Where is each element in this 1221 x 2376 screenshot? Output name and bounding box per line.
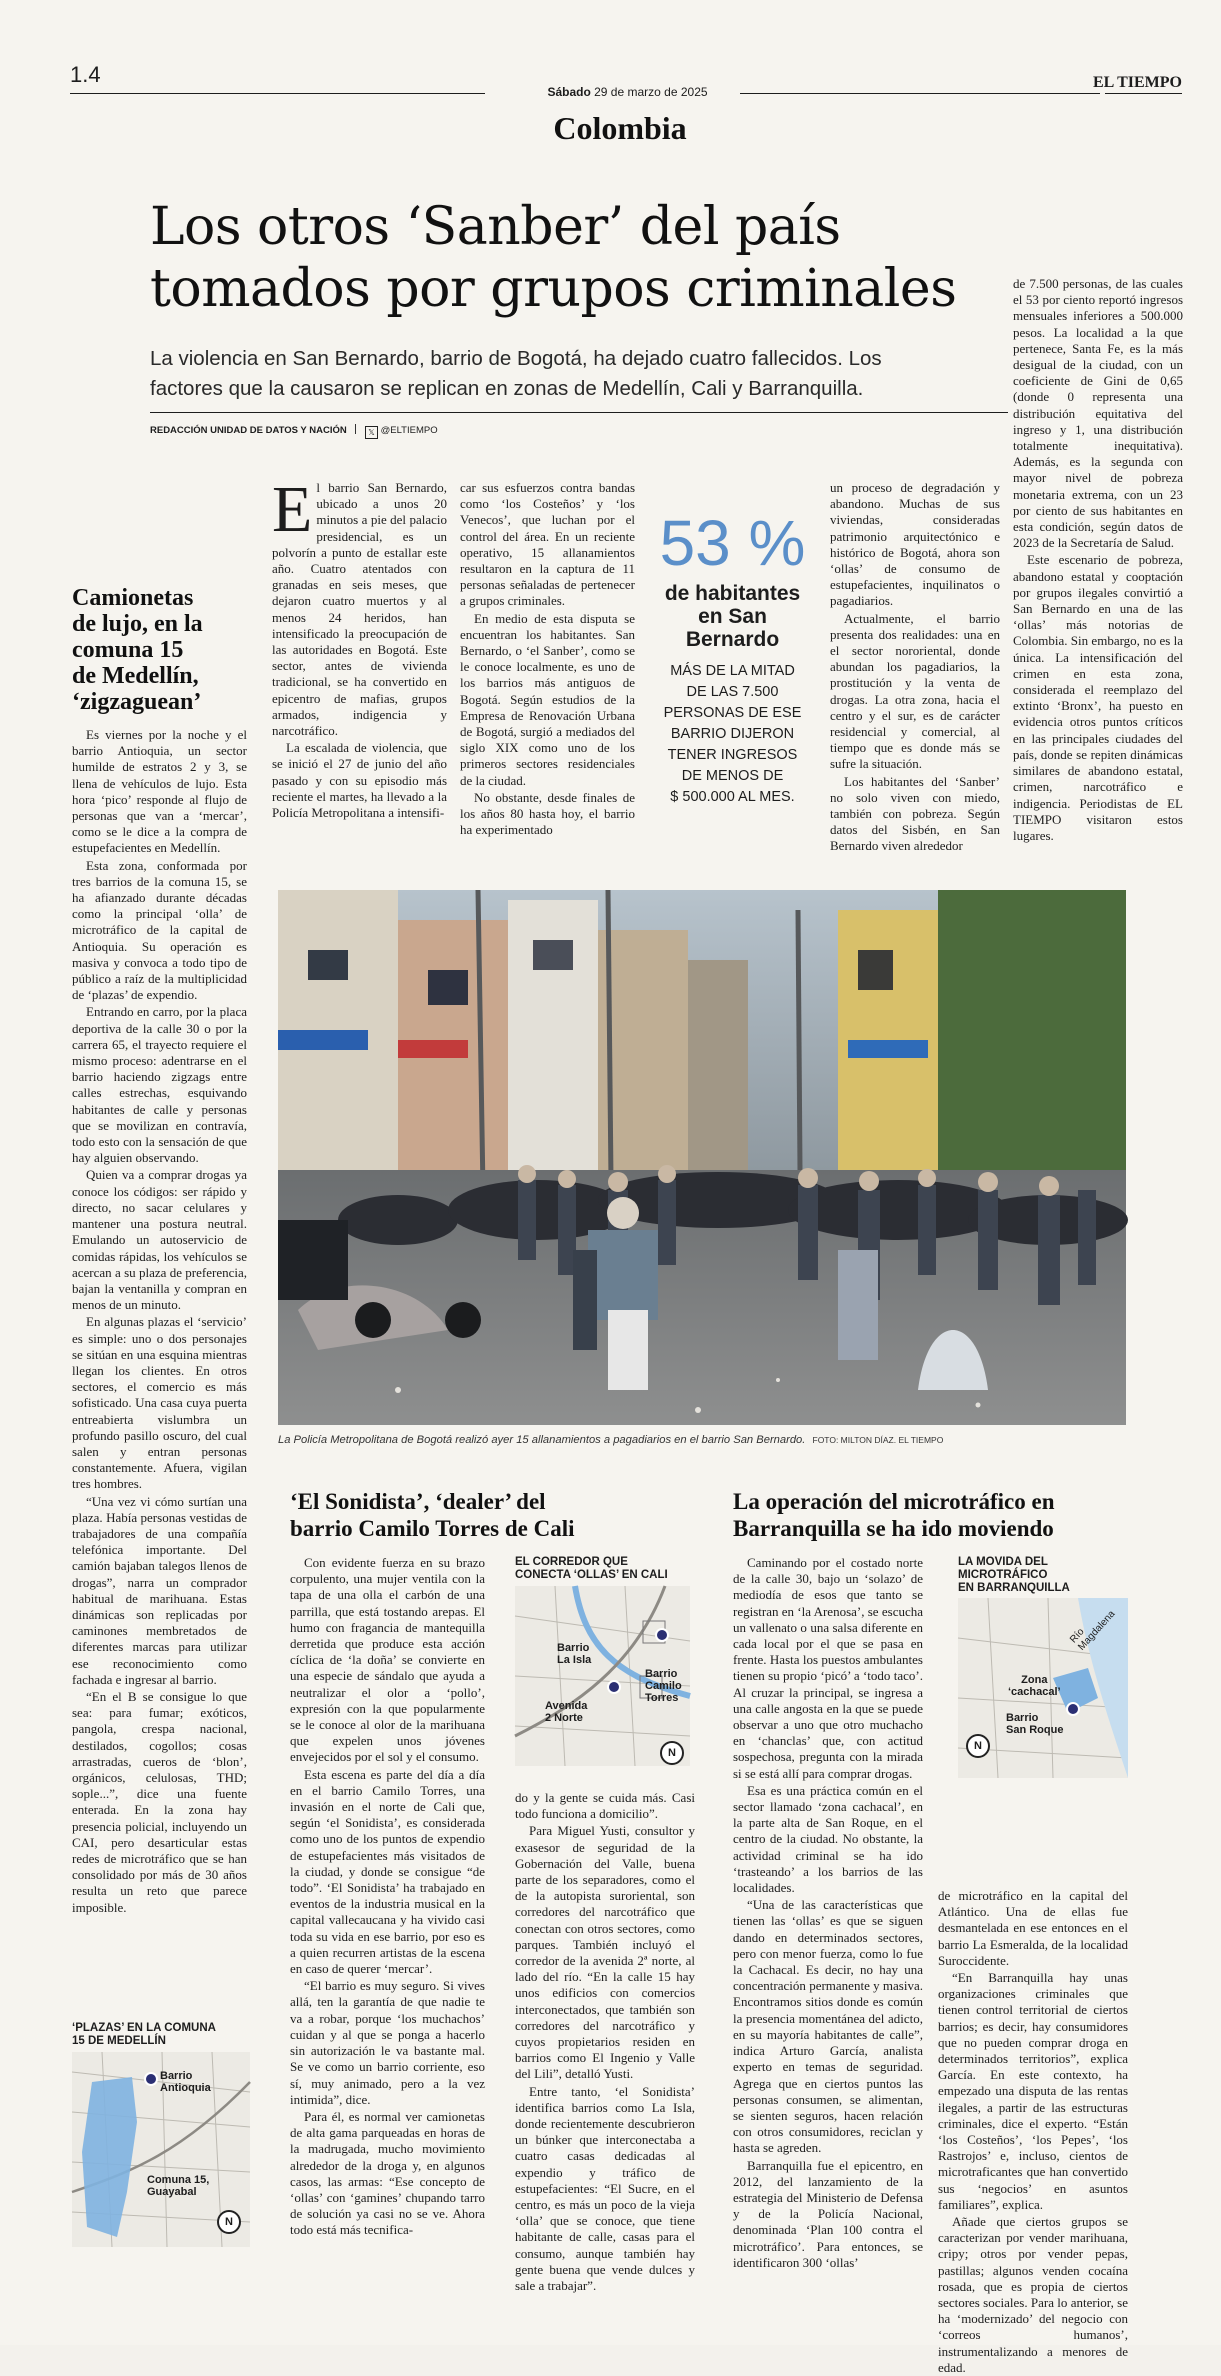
cali-map-label-camilo-line: Torres [645, 1692, 679, 1704]
medellin-map [72, 2022, 250, 2247]
medellin-title-line: de Medellín, [72, 663, 199, 689]
main-col-3-p1: un proceso de degradación y abandono. Muchas de sus viviendas, consideradas patrimonio arquitectónico e histórico de Bogotá, ahora son ‘ollas’ de consumo de estupefacientes, inquilinatos o pagadiarios. [830, 480, 1000, 609]
stat-desc-line: PERSONAS DE ESE [663, 705, 802, 721]
medellin-map-title-line: ‘PLAZAS’ EN LA COMUNA [72, 2022, 216, 2034]
cali-col-2 [515, 1790, 695, 2294]
main-col-4-p1: de 7.500 personas, de las cuales el 53 por ciento reportó ingresos mensuales inferiores a 500.000 pesos. La localidad a la que pertenece, Santa Fe, es la más desigual de la ciudad, con un coeficiente de Gini de 0,65 (donde 0 representa una distribución equitativa del ingreso y 1, una distribución totalmente inequitativa). Además, es la segunda con mayor nivel de pobreza monetaria extrema, con un 23 por ciento de sus habitantes en esta condición, según datos de 2023 de la Secretaría de Salud. [1013, 276, 1183, 551]
barranquilla-map-title-line: EN BARRANQUILLA [958, 1582, 1070, 1594]
stat-box [650, 508, 815, 808]
photo-caption-text: La Policía Metropolitana de Bogotá realizó ayer 15 allanamientos a pagadiarios en el barrio San Bernardo. [278, 1434, 806, 1446]
barranquilla-col-2 [938, 1888, 1128, 2376]
barranquilla-p: Caminando por el costado norte de la calle 30, bajo un ‘solazo’ de mediodía de esos que tanto se registran en ‘la Arenosa’, se escucha un vallenato o una salsa diferente en cada local por el que se pasa en frente. Hasta los puestos ambulantes tienen su propio ‘picó’ a ‘todo taco’. Al cruzar la principal, se ingresa a una calle angosta en la que se puede observar a uno que otro muchacho en ‘chanclas’ que, con actitud sospechosa, pregunta con la mirada si se está allí para comprar drogas. [733, 1555, 923, 1781]
deck-line-1: La violencia en San Bernardo, barrio de Bogotá, ha dejado cuatro fallecidos. Los [150, 347, 882, 370]
barranquilla-map [958, 1556, 1128, 1781]
medellin-p: “En el B se consigue lo que sea: para fumar; exóticos, pangola, crespa nacional, destilados, cogollos; cosas arrastradas, cueros de ‘blon’, orgánicos, celulosas, THD; sople...”, dice una fuente enterada. En la zona hay presencia policial, incluyendo un CAI, pero desarticular estas redes de microtráfico que se han consolidado por más de 30 años resulta un reto que parece imposible. [72, 1688, 247, 1915]
cali-p: Entre tanto, ‘el Sonidista’ identifica barrios como La Isla, donde recientemente descubrieron un búnker que interconectaba a cuatro casas dedicadas al expendio y tráfico de estupefacientes: “El Sucre, en el centro, es más un poco de la vieja ‘olla’ que se conoce, que tiene habitante de calle, casas para el consumo, aunque también hay gente buena que vende dulces y sale a trabajar”. [515, 2083, 695, 2294]
barranquilla-map-river: Río Magdalena [1068, 1608, 1118, 1653]
main-col-3 [830, 480, 1000, 855]
compass-icon: N [217, 2210, 241, 2234]
street-scene-image [278, 890, 1126, 1425]
barranquilla-map-label-zona-line: Zona [1021, 1674, 1048, 1686]
medellin-p: Entrando en carro, por la placa deportiva de la calle 30 o por la carrera 65, el trayecto requiere el mismo proceso: adentrarse en el barrio haciendo zigzags entre calles estrechas, esquivando habitantes de calle y personas que se movilizan en contravía, todo esto con la sensación de que hay alguien observando. [72, 1004, 247, 1166]
main-col-2 [460, 480, 635, 838]
headline [150, 196, 1020, 320]
barranquilla-p: “Una de las características que tienen las ‘ollas’ es que se siguen dando en determinados sectores, pero con menor fuerza, como lo fue la Cachacal. Es decir, no hay una concentración permanente y masiva. Encontramos sitios donde es común la presencia momentánea del adicto, en su mayoría habitantes de calle”, indica Arturo García, analista experto en temas de seguridad. Agrega que en ciertos puntos las personas consumen, se alimentan, se sienten seguros, hacen relación con otros consumidores, reciclan y hasta se agreden. [733, 1897, 923, 2156]
cali-map-label-camilo [645, 1668, 682, 1704]
header-rule-left [70, 93, 485, 94]
deck-rule [150, 412, 1008, 413]
medellin-p: “Una vez vi cómo surtían una plaza. Había personas vestidas de trabajadores de una compañía telefónica importante. Del camión bajaban talegos llenos de drogas”, narra un comprador habitual de marihuana. Estas dinámicas son replicadas por caminones membretados de diferentes marcas para utilizar ese reconocimiento como fachada e ingresar al barrio. [72, 1493, 247, 1687]
main-photo [278, 890, 1126, 1425]
cali-map-pin-isla [655, 1628, 669, 1642]
stat-desc-line: DE LAS 7.500 [686, 684, 779, 700]
cali-map [515, 1556, 690, 1771]
cali-p: Para Miguel Yusti, consultor y exasesor de seguridad de la Gobernación del Valle, buena parte de los separadores, como el de la autopista suroriental, son corredores del narcotráfico que conectan con otros sectores, como parques. También incluyó el corredor de la avenida 2ª norte, al lado del río. “En la calle 15 hay unos edificios con comercios interconectados, que también son corredores del narcotráfico y cuyos propietarios residen en barrios como El Ingenio y Valle del Lili”, detalló Yusti. [515, 1823, 695, 2082]
stat-label [650, 582, 815, 651]
cali-map-label-camilo-line: Barrio [645, 1668, 678, 1680]
stat-desc-line: MÁS DE LA MITAD [670, 663, 795, 679]
cali-p: Para él, es normal ver camionetas de alta gama parqueadas en horas de la madrugada, mucho movimiento alrededor de la droga y, en algunos casos, las armas: “Ese concepto de ‘ollas’ con ‘gamines’ chupando tarro de solución ya casi no se ve. Ahora todo está más tecnifica- [290, 2108, 485, 2238]
barranquilla-map-pin [1066, 1702, 1080, 1716]
medellin-map-title [72, 2022, 250, 2048]
stat-label-line-1: de habitantes [664, 582, 801, 605]
barranquilla-map-title-line: LA MOVIDA DEL [958, 1556, 1048, 1568]
issue-date [520, 85, 735, 99]
stat-number: 53 % [659, 507, 806, 579]
brand-logo: EL TIEMPO [1092, 74, 1182, 91]
medellin-map-pin [144, 2072, 158, 2086]
issue-date-weekday: Sábado [547, 85, 591, 99]
deck-line-2: factores que la causaron se replican en zonas de Medellín, Cali y Barranquilla. [150, 377, 864, 400]
cali-title [290, 1488, 700, 1542]
medellin-p: Esta zona, conformada por tres barrios de la comuna 15, se ha afianzado durante décadas como la principal ‘olla’ de microtráfico de la capital de Antioquia. Su operación es masiva y convoca a todo tipo de público a raíz de la multiplicidad de ‘plazas’ de expendio. [72, 857, 247, 1003]
medellin-body [72, 727, 247, 1916]
main-col-2-p3: No obstante, desde finales de los años 80 hasta hoy, el barrio ha experimentado [460, 789, 635, 838]
main-col-1-p2: La escalada de violencia, que se inició el 27 de junio del año pasado y con su episodio más reciente el martes, ha llevado a la Policía Metropolitana a intensifi- [272, 740, 447, 821]
medellin-map-label-barrio-line: Antioquia [160, 2082, 211, 2094]
cali-map-label-isla [557, 1642, 591, 1666]
barranquilla-map-label-sanroque-line: San Roque [1006, 1724, 1064, 1736]
medellin-map-label-barrio [160, 2070, 211, 2094]
barranquilla-col-1 [733, 1555, 923, 2271]
medellin-map-title-line: 15 DE MEDELLÍN [72, 2035, 166, 2047]
main-col-4-p2: Este escenario de pobreza, abandono estatal y cooptación por grupos ilegales convirtió a San Bernardo en una de las ‘ollas’ más notorias de Colombia. Sin embargo, no es la única. La intensificación del crimen en esta zona, considerada el reemplazo del extinto ‘Bronx’, ha puesto en evidencia otros puntos críticos en las principales ciudades del país, donde se repiten dinámicas similares de abandono estatal, crimen, narcotráfico e indigencia. Periodistas de EL TIEMPO visitaron estos lugares. [1013, 552, 1183, 843]
cali-title-line-2: barrio Camilo Torres de Cali [290, 1516, 575, 1541]
cali-map-pin-camilo [607, 1680, 621, 1694]
medellin-map-label-comuna-line: Comuna 15, [147, 2174, 210, 2186]
header-rule-right [740, 93, 1100, 94]
medellin-title-line: comuna 15 [72, 637, 184, 663]
main-col-1 [272, 473, 447, 821]
cali-map-label-camilo-line: Camilo [645, 1680, 682, 1692]
compass-icon: N [660, 1741, 684, 1765]
barranquilla-p: de microtráfico en la capital del Atlántico. Una de ellas fue desmantelada en ese entonces en el barrio La Esmeralda, de la localidad Suroccidente. [938, 1888, 1128, 1968]
cali-map-label-avenida-line: 2 Norte [545, 1712, 583, 1724]
photo-credit: FOTO: MILTON DÍAZ. EL TIEMPO [812, 1435, 944, 1445]
medellin-title-line: Camionetas [72, 585, 194, 611]
barranquilla-map-title-line: MICROTRÁFICO [958, 1569, 1048, 1581]
main-col-4 [1013, 276, 1183, 844]
barranquilla-map-label-sanroque [1006, 1712, 1063, 1736]
barranquilla-p: Añade que ciertos grupos se caracterizan por vender marihuana, cripy; otros por vender pepas, pastillas; algunos venden cocaína rosada, que es propia de ciertos sectores sociales. Para lo anterior, se ha ‘modernizado’ del negocio con ‘correos humanos’, instrumentalizando a menores de edad. [938, 2214, 1128, 2375]
cali-p: Con evidente fuerza en su brazo corpulento, una mujer ventila con la tapa de una olla el carbón de una parrilla, que está tostando arepas. El humo con fragancia de mantequilla derretida que produce esta acción cíclica de ‘la doña’ se convierte en una especie de sándalo que ayuda a neutralizar el olor a ‘pollo’, expresión con la que popularmente se le conoce al olor de la marihuana que expelen unos jóvenes envejecidos por el sol y el consumo. [290, 1555, 485, 1765]
medellin-p: Quien va a comprar drogas ya conoce los códigos: ser rápido y directo, no sacar celulares y mantener una postura neutral. Emulando un autoservicio de comidas rápidas, los vehículos se acercan a su plaza de preferencia, bajan la ventanilla y compran en menos de un minuto. [72, 1167, 247, 1313]
stat-desc [650, 661, 815, 808]
stat-label-line-3: Bernardo [685, 628, 780, 651]
barranquilla-p: Barranquilla fue el epicentro, en 2012, del lanzamiento de la estrategia del Ministerio de Defensa y de la Policía Nacional, denominada ‘Plan 100 contra el microtráfico’. Para entonces, se identificaron 300 ‘ollas’ [733, 2157, 923, 2270]
drop-cap: E [272, 473, 313, 546]
main-col-2-p1: car sus esfuerzos contra bandas como ‘los Costeños’ y ‘los Venecos’, que luchan por el control del área. En un reciente operativo, 15 allanamientos resultaron en la captura de 11 personas señaladas de pertenecer a grupos criminales. [460, 480, 635, 609]
barranquilla-map-label-sanroque-line: Barrio [1006, 1712, 1039, 1724]
x-logo-icon: 𝕏 [365, 426, 378, 439]
barranquilla-map-label-zona-line: ‘cachacal’ [1008, 1686, 1061, 1698]
barranquilla-map-label-zona [1008, 1674, 1061, 1698]
byline-text: REDACCIÓN UNIDAD DE DATOS Y NACIÓN [150, 425, 347, 436]
stat-desc-line: TENER INGRESOS [667, 747, 798, 763]
cali-map-label-avenida-line: Avenida [545, 1700, 588, 1712]
barranquilla-title-line-1: La operación del microtráfico en [733, 1489, 1055, 1514]
cali-title-line-1: ‘El Sonidista’, ‘dealer’ del [290, 1489, 546, 1514]
barranquilla-p: Esa es una práctica común en el sector llamado ‘zona cachacal’, en la parte alta de San Roque, en el centro de la ciudad. No obstante, la actividad criminal se ha ido ‘trasteando’ a los barrios de las localidades. [733, 1782, 923, 1896]
medellin-map-label-comuna [147, 2174, 209, 2198]
barranquilla-p: “En Barranquilla hay unas organizaciones criminales que tienen control territorial de ciertos barrios; es decir, hay consumidores que no pueden comprar droga en determinados territorios”, explica García. En este contexto, ha empezado una disputa de las rentas ilegales, a partir de las estructuras criminales, dice el experto. “Están ‘los Costeños’, ‘los Pepes’, ‘los Rastrojos’ e, incluso, cientos de microtraficantes que han convertido sus ‘negocios’ en asuntos familiares”, explica. [938, 1970, 1128, 2212]
issue-date-rest: 29 de marzo de 2025 [594, 85, 708, 99]
barranquilla-title [733, 1488, 1153, 1542]
cali-map-label-avenida [545, 1700, 587, 1724]
stat-desc-line: BARRIO DIJERON [670, 726, 795, 742]
cali-p: “El barrio es muy seguro. Si vives allá, ten la garantía de que nadie te va a robar, porque ‘los muchachos’ cuidan y al que se ponga a hacerlo sin autorización le va bastante mal. Se ve como un barrio corriente, eso sí, muy animado, pero a la vez intimida”, dice. [290, 1978, 485, 2107]
stat-desc-line: $ 500.000 AL MES. [670, 789, 795, 805]
main-col-2-p2: En medio de esta disputa se encuentran los habitantes. San Bernardo, o ‘el Sanber’, como se le conoce localmente, es uno de los barrios más antiguos de Bogotá. Según estudios de la Empresa de Renovación Urbana de Bogotá, surgió a mediados del siglo XIX como uno de los primeros sectores residenciales de la ciudad. [460, 610, 635, 788]
headline-line-2: tomados por grupos criminales [150, 259, 957, 319]
headline-line-1: Los otros ‘Sanber’ del país [150, 197, 841, 257]
cali-map-title [515, 1556, 690, 1582]
medellin-map-label-barrio-line: Barrio [160, 2070, 193, 2082]
deck [150, 344, 1020, 404]
barranquilla-title-line-2: Barranquilla se ha ido moviendo [733, 1516, 1054, 1541]
medellin-map-label-comuna-line: Guayabal [147, 2186, 197, 2198]
handle-text: @ELTIEMPO [380, 425, 438, 436]
header-rule-brand [1105, 93, 1182, 94]
medellin-title-line: ‘zigzaguean’ [72, 689, 202, 715]
medellin-title [72, 585, 247, 715]
cali-map-title-line: EL CORREDOR QUE [515, 1556, 628, 1568]
compass-icon: N [966, 1734, 990, 1758]
page-number: 1.4 [70, 62, 101, 87]
medellin-p: Es viernes por la noche y el barrio Antioquia, un sector humilde de estratos 2 y 3, se llena de vehículos de lujo. Esta hora ‘pico’ responde al flujo de personas que van a ‘mercar’, como se le dice a la compra de estupefacientes en Medellín. [72, 727, 247, 856]
main-col-1-p1: l barrio San Bernardo, ubicado a unos 20 minutos a pie del palacio presidencial, es un polvorín a punto de estallar este año. Cuatro atentados con granadas en seis meses, que dejaron cuatro muertos y al menos 24 heridos, han intensificado la preocupación de las autoridades en Bogotá. Este sector, antes de vivienda tradicional, se ha convertido en epicentro de mafias, grupos armados, indigencia y narcotráfico. [272, 480, 447, 739]
cali-p: Esta escena es parte del día a día en el barrio Camilo Torres, una invasión en el norte de Cali que, según ‘el Sonidista’, es considerada como uno de los puntos de expendio de estupefacientes más visitados de la ciudad, y donde se consigue “de todo”. ‘El Sonidista’ ha trabajado en eventos de la industria musical en la capital vallecaucana y ha vivido casi toda su vida en ese barrio, por eso es a quien recurren artistas de la escena en caso de querer ‘mercar’. [290, 1766, 485, 1977]
stat-label-line-2: en San [698, 605, 767, 628]
stat-desc-line: DE MENOS DE [681, 768, 784, 784]
medellin-p: En algunas plazas el ‘servicio’ es simple: uno o dos personajes se sitúan en una esquina mientras llegan los clientes. En otros sectores, el comercio es más sofisticado. Una casa cuya puerta entreabierta vislumbra un profundo pasillo oscuro, del cual salen y entran personas constantemente. Afuera, vigilan tres hombres. [72, 1314, 247, 1492]
cali-map-label-isla-line: Barrio [557, 1642, 590, 1654]
cali-col-1 [290, 1555, 485, 2239]
photo-caption [278, 1434, 1126, 1446]
main-col-3-p2: Actualmente, el barrio presenta dos realidades: una en el sector nororiental, donde abundan los pagadiarios, la prostitución y la venta de drogas. La otra zona, hacia el centro y el sur, es de carácter residencial y comercial, al tiempo que es donde más se sufre la situación. [830, 610, 1000, 772]
section-title: Colombia [553, 110, 687, 146]
cali-map-title-line: CONECTA ‘OLLAS’ EN CALI [515, 1569, 668, 1581]
cali-p: do y la gente se cuida más. Casi todo funciona a domicilio”. [515, 1790, 695, 1822]
cali-map-label-isla-line: La Isla [557, 1654, 592, 1666]
main-col-3-p3: Los habitantes del ‘Sanber’ no solo viven con miedo, también con pobreza. Según datos del Sisbén, en San Bernardo viven alrededor [830, 773, 1000, 854]
barranquilla-map-title [958, 1556, 1128, 1595]
byline [150, 424, 438, 439]
medellin-title-line: de lujo, en la [72, 611, 203, 637]
